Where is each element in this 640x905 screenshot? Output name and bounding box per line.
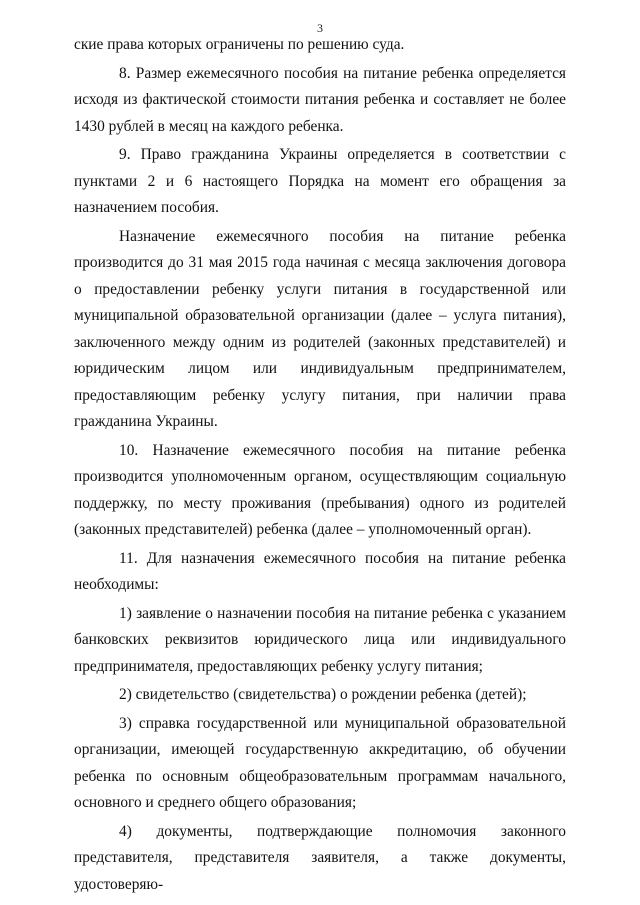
list-item-4: 4) документы, подтверждающие полномочия законного представителя, представителя заявителя, а также документы, удостоверяю- <box>74 822 566 893</box>
page-number: 3 <box>317 21 323 35</box>
list-item-3: 3) справка государственной или муниципальной образовательной организации, имеющей государственную аккредитацию, об обучении ребенка по основным общеобразовательным программам начального, основного и среднего общего образования; <box>74 714 566 811</box>
paragraph-item-8: 8. Размер ежемесячного пособия на питание ребенка определяется исходя из фактической стоимости питания ребенка и составляет не более 1430 рублей в месяц на каждого ребенка. <box>74 64 566 135</box>
paragraph-continuation: ские права которых ограничены по решению суда. <box>74 36 405 53</box>
paragraph-item-11: 11. Для назначения ежемесячного пособия на питание ребенка необходимы: <box>74 549 566 593</box>
paragraph-item-9: 9. Право гражданина Украины определяется в соответствии с пунктами 2 и 6 настоящего Порядка на момент его обращения за назначением пособия. <box>74 146 566 216</box>
document-body <box>74 32 566 900</box>
paragraph-item-10: 10. Назначение ежемесячного пособия на питание ребенка производится уполномоченным органом, осуществляющим социальную поддержку, по месту проживания (пребывания) одного из родителей (законных представителей) ребенка (далее – уполномоченный орган). <box>74 441 566 538</box>
paragraph-assignment-period: Назначение ежемесячного пособия на питание ребенка производится до 31 мая 2015 года начиная с месяца заключения договора о предоставлении ребенку услуги питания в государственной или муниципальной образовательной организации (далее – услуга питания), заключенного между одним из родителей (законных представителей) и юридическим лицом или индивидуальным предпринимателем, предоставляющим ребенку услугу питания, при наличии права гражданина Украины. <box>74 227 566 430</box>
list-item-1: 1) заявление о назначении пособия на питание ребенка с указанием банковских реквизитов юридического лица или индивидуального предпринимателя, предоставляющих ребенку услугу питания; <box>74 604 566 675</box>
list-item-2: 2) свидетельство (свидетельства) о рождении ребенка (детей); <box>119 686 527 703</box>
